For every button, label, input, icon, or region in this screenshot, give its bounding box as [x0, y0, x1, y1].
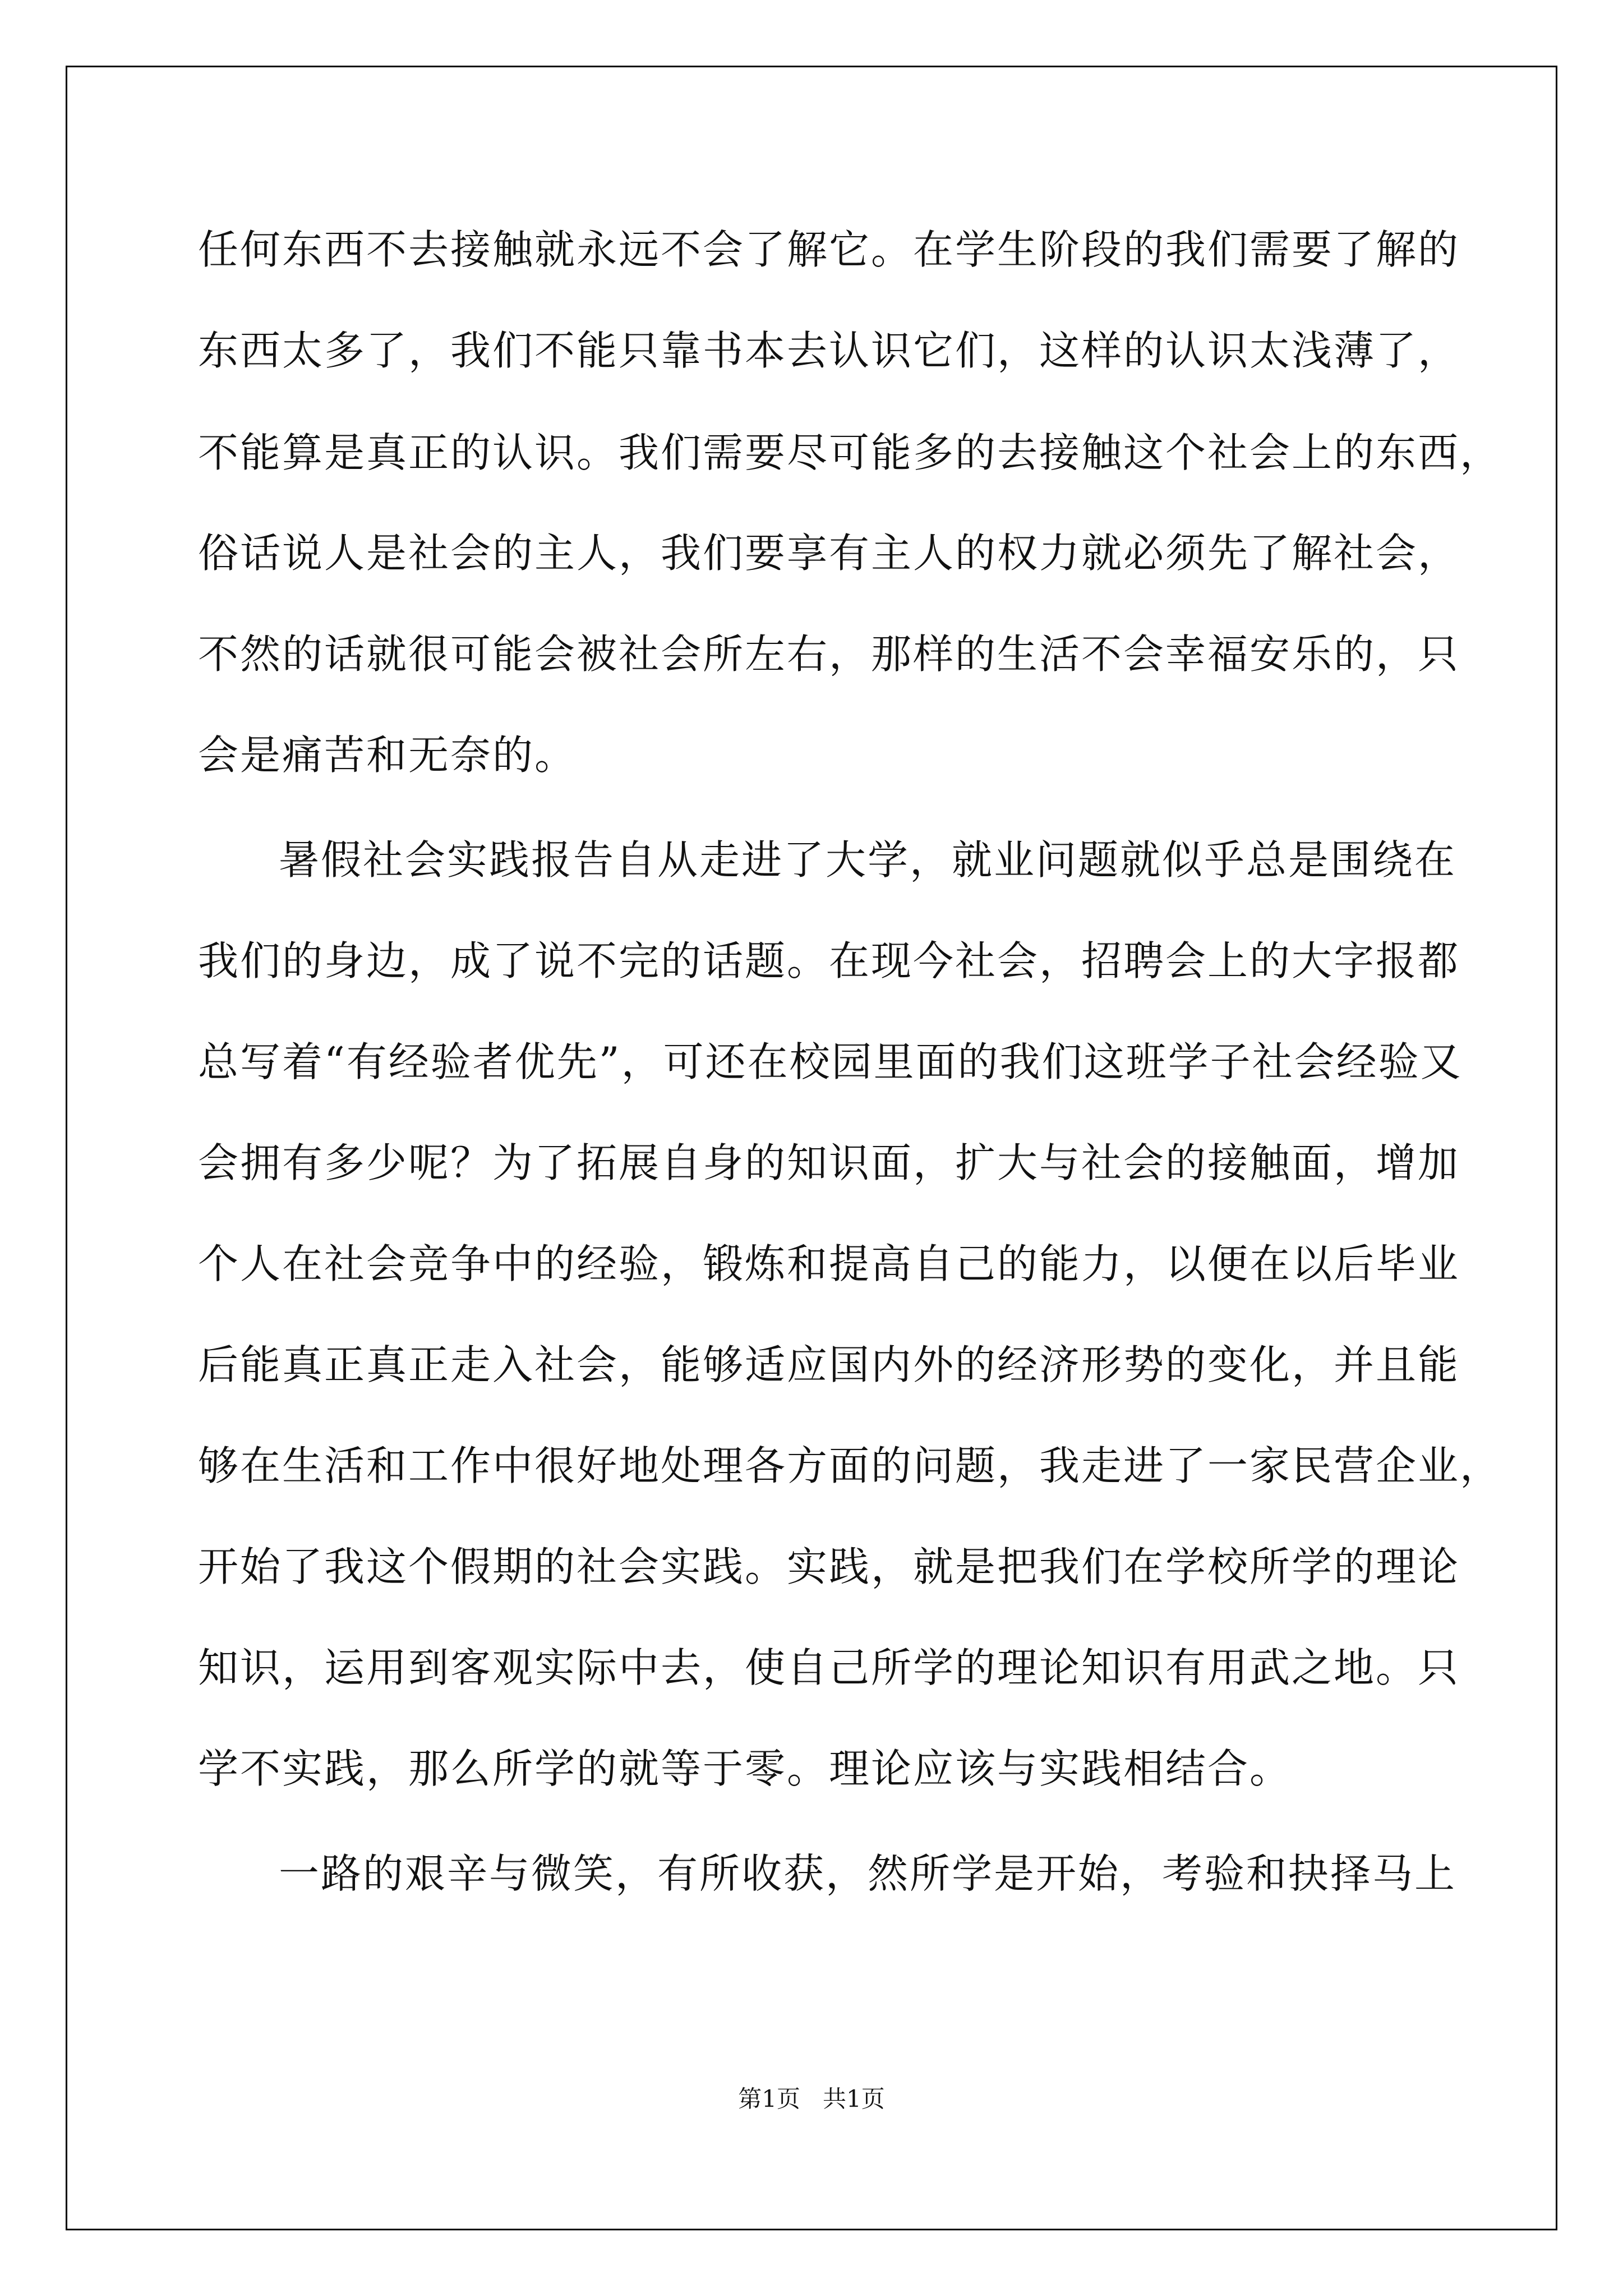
paragraph-3-line-1: 一路的艰辛与微笑，有所收获，然所学是开始，考验和抉择马上: [279, 1850, 1457, 1897]
text-line-2: 东西太多了，我们不能只靠书本去认识它们，这样的认识太浅薄了，: [198, 327, 1460, 374]
text-line-8: 我们的身边，成了说不完的话题。在现今社会，招聘会上的大字报都: [198, 937, 1460, 984]
text-line-1: 任何东西不去接触就永远不会了解它。在学生阶段的我们需要了解的: [198, 226, 1460, 273]
text-line-9: 总写着“有经验者优先”，可还在校园里面的我们这班学子社会经验又: [198, 1038, 1463, 1085]
paragraph-2-line-1: 暑假社会实践报告自从走进了大学，就业问题就似乎总是围绕在: [279, 836, 1457, 884]
text-line-13: 够在生活和工作中很好地处理各方面的问题，我走进了一家民营企业，: [198, 1442, 1502, 1489]
text-line-10: 会拥有多少呢？为了拓展自身的知识面，扩大与社会的接触面，增加: [198, 1139, 1460, 1186]
text-line-15: 知识，运用到客观实际中去，使自己所学的理论知识有用武之地。只: [198, 1644, 1460, 1691]
text-line-16: 学不实践，那么所学的就等于零。理论应该与实践相结合。: [198, 1745, 1292, 1792]
text-line-6: 会是痛苦和无奈的。: [198, 731, 577, 779]
text-line-4: 俗话说人是社会的主人，我们要享有主人的权力就必须先了解社会，: [198, 530, 1460, 577]
text-line-12: 后能真正真正走入社会，能够适应国内外的经济形势的变化，并且能: [198, 1341, 1460, 1388]
text-line-14: 开始了我这个假期的社会实践。实践，就是把我们在学校所学的理论: [198, 1543, 1460, 1590]
text-line-5: 不然的话就很可能会被社会所左右，那样的生活不会幸福安乐的，只: [198, 631, 1460, 678]
text-line-3: 不能算是真正的认识。我们需要尽可能多的去接触这个社会上的东西，: [198, 429, 1502, 476]
text-line-11: 个人在社会竞争中的经验，锻炼和提高自己的能力，以便在以后毕业: [198, 1240, 1460, 1287]
page-footer: 第1页 共1页: [738, 2085, 885, 2113]
